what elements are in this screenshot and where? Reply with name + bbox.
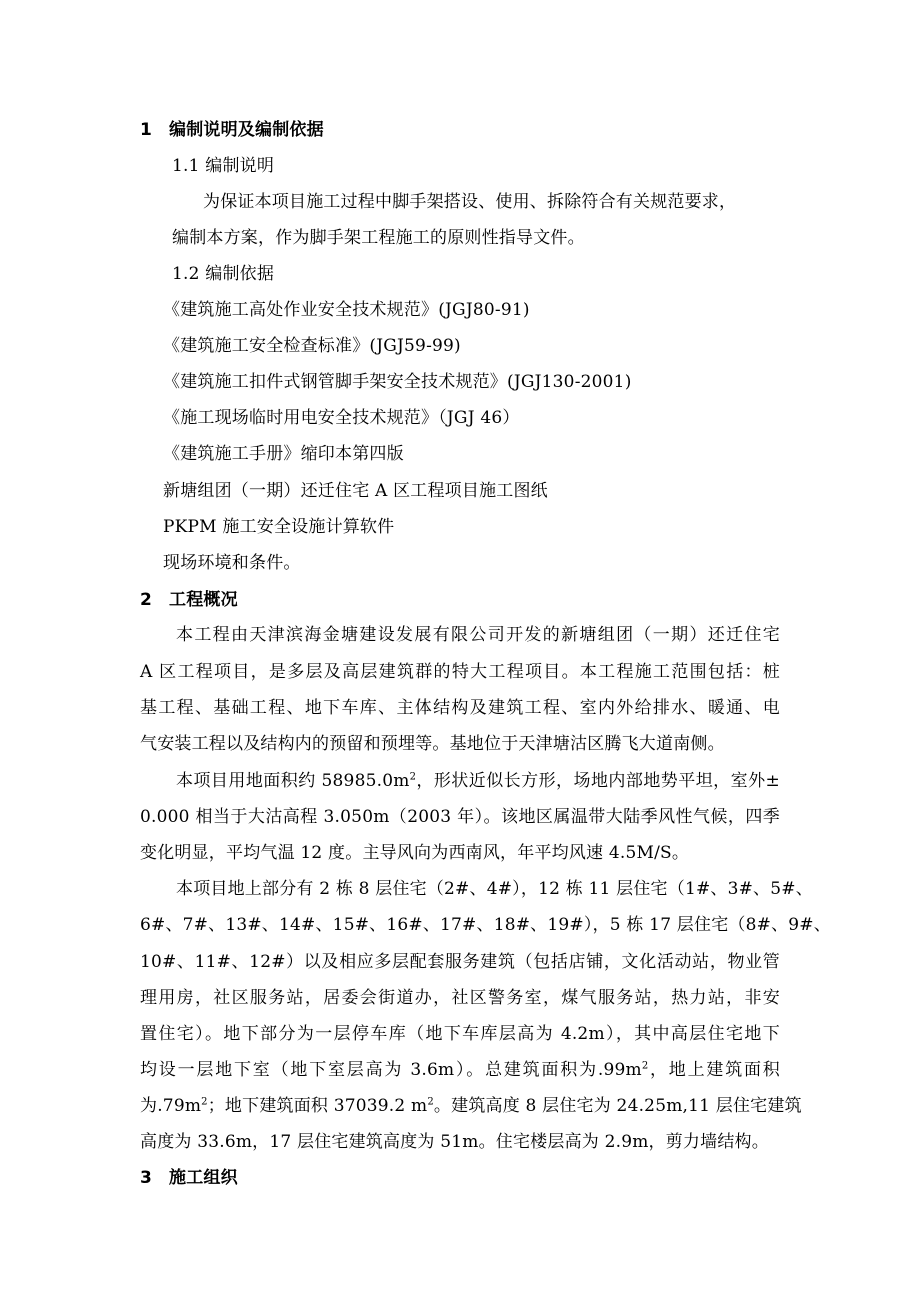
section-2-heading [140,588,238,612]
reference-item: 现场环境和条件。 [163,553,301,573]
paragraph-line [140,1058,780,1082]
text-fragment: 均设一层地下室（地下室层高为 3.6m）。总建筑面积为.99m [140,1060,642,1080]
reference-item: 新塘组团（一期）还迁住宅 A 区工程项目施工图纸 [163,481,548,501]
text-fragment: ；地下建筑面积 37039.2 m [207,1096,428,1116]
superscript: 2 [409,771,417,783]
section-1-title: 编制说明及编制依据 [169,120,324,140]
paragraph-line: 基工程、基础工程、地下车库、主体结构及建筑工程、室内外给排水、暖通、电 [140,698,780,718]
paragraph-line: 本工程由天津滨海金塘建设发展有限公司开发的新塘组团（一期）还迁住宅 [176,625,780,645]
reference-item: PKPM 施工安全设施计算软件 [163,517,395,537]
superscript: 2 [427,1096,434,1108]
text-fragment: ，形状近似长方形，场地内部地势平坦，室外± [416,771,780,791]
paragraph-line: 置住宅）。地下部分为一层停车库（地下车库层高为 4.2m），其中高层住宅地下 [140,1024,780,1044]
section-2-title: 工程概况 [169,590,238,610]
paragraph-line: 理用房，社区服务站，居委会街道办，社区警务室，煤气服务站，热力站，非安 [140,988,780,1008]
paragraph-line [176,769,780,793]
paragraph-line: 6#、7#、13#、14#、15#、16#、17#、18#、19#），5 栋 17 层住宅（8#、9#、 [140,915,831,935]
paragraph-line: 为保证本项目施工过程中脚手架搭设、使用、拆除符合有关规范要求， [203,192,737,212]
text-fragment: ，地上建筑面积 [648,1060,780,1080]
section-3-number: 3 [140,1168,153,1188]
section-1-number: 1 [140,120,153,140]
paragraph-line: 变化明显，平均气温 12 度。主导风向为西南风，年平均风速 4.5M/S。 [140,843,690,863]
paragraph-line: A 区工程项目，是多层及高层建筑群的特大工程项目。本工程施工范围包括：桩 [140,662,780,682]
paragraph-line: 气安装工程以及结构内的预留和预埋等。基地位于天津塘沽区腾飞大道南侧。 [140,734,725,754]
reference-item: 《建筑施工扣件式钢管脚手架安全技术规范》(JGJ130-2001) [163,372,632,392]
section-2-number: 2 [140,590,153,610]
paragraph-line: 编制本方案，作为脚手架工程施工的原则性指导文件。 [172,228,585,248]
subsection-1-2-label: 1.2 编制依据 [172,264,275,284]
subsection-1-1-label: 1.1 编制说明 [172,156,275,176]
text-fragment: 为.79m [140,1096,202,1116]
reference-item: 《建筑施工手册》缩印本第四版 [163,444,404,464]
text-fragment: 本项目用地面积约 58985.0m [176,771,410,791]
section-3-title: 施工组织 [169,1168,238,1188]
text-fragment: 。建筑高度 8 层住宅为 24.25m,11 层住宅建筑 [433,1096,802,1116]
paragraph-line: 高度为 33.6m，17 层住宅建筑高度为 51m。住宅楼层高为 2.9m，剪力墙结构。 [140,1132,769,1152]
paragraph-line: 10#、11#、12#）以及相应多层配套服务建筑（包括店铺，文化活动站，物业管 [140,952,780,972]
section-3-heading [140,1166,238,1190]
section-1-heading [140,118,324,142]
reference-item: 《建筑施工安全检查标准》(JGJ59-99) [163,336,461,356]
reference-item: 《建筑施工高处作业安全技术规范》(JGJ80-91) [163,300,530,320]
superscript: 2 [201,1096,208,1108]
paragraph-line: 0.000 相当于大沽高程 3.050m（2003 年）。该地区属温带大陆季风性气候，四季 [140,807,780,827]
paragraph-line [140,1094,802,1118]
reference-item: 《施工现场临时用电安全技术规范》（JGJ 46） [163,408,520,428]
superscript: 2 [641,1060,649,1072]
paragraph-line: 本项目地上部分有 2 栋 8 层住宅（2#、4#），12 栋 11 层住宅（1#、3#、5#、 [176,879,813,899]
